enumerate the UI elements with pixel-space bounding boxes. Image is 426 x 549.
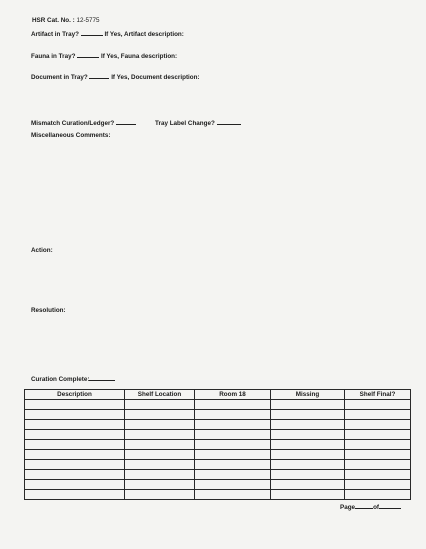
column-header-shelf-final: Shelf Final? [345,390,411,400]
document-question-line [31,72,200,82]
table-cell-missing[interactable] [271,450,345,460]
table-row [25,430,411,440]
table-cell-room-18[interactable] [195,480,271,490]
table-header-row [25,390,411,400]
table-cell-room-18[interactable] [195,490,271,500]
table-cell-description[interactable] [25,430,125,440]
table-row [25,460,411,470]
table-row [25,440,411,450]
table-cell-room-18[interactable] [195,410,271,420]
table-cell-description[interactable] [25,460,125,470]
table-cell-shelf-final[interactable] [345,420,411,430]
table-cell-shelf-location[interactable] [125,460,195,470]
artifact-question-line [31,29,184,39]
table-cell-shelf-final[interactable] [345,470,411,480]
mismatch-label: Mismatch Curation/Ledger? [31,120,115,127]
action-label: Action: [31,247,53,254]
fauna-question-label: Fauna in Tray? [31,53,76,60]
table-cell-description[interactable] [25,410,125,420]
misc-comments-label: Miscellaneous Comments: [31,132,111,139]
of-label: of [373,504,380,511]
curation-complete-blank[interactable] [89,374,115,381]
tray-label-answer-blank[interactable] [217,118,241,125]
table-cell-shelf-location[interactable] [125,440,195,450]
table-cell-room-18[interactable] [195,470,271,480]
fauna-description-label: If Yes, Fauna description: [100,53,178,60]
tray-label-change-label: Tray Label Change? [155,120,215,127]
mismatch-answer-blank[interactable] [116,118,136,125]
table-row [25,400,411,410]
table-cell-missing[interactable] [271,460,345,470]
curation-table [24,389,411,500]
table-cell-description[interactable] [25,400,125,410]
page-number-line [340,502,401,512]
table-cell-shelf-location[interactable] [125,400,195,410]
table-cell-missing[interactable] [271,410,345,420]
table-row [25,470,411,480]
page-total-blank[interactable] [379,502,401,509]
artifact-description-label: If Yes, Artifact description: [104,31,184,38]
table-cell-shelf-location[interactable] [125,430,195,440]
table-cell-missing[interactable] [271,470,345,480]
table-cell-shelf-final[interactable] [345,440,411,450]
catalog-number-label: HSR Cat. No. : [32,17,75,24]
table-cell-shelf-final[interactable] [345,410,411,420]
artifact-question-label: Artifact in Tray? [31,31,79,38]
table-cell-shelf-location[interactable] [125,450,195,460]
artifact-answer-blank[interactable] [81,29,103,36]
table-cell-shelf-final[interactable] [345,400,411,410]
table-cell-shelf-final[interactable] [345,460,411,470]
table-row [25,490,411,500]
table-cell-missing[interactable] [271,490,345,500]
document-description-label: If Yes, Document description: [111,74,200,81]
table-cell-room-18[interactable] [195,430,271,440]
resolution-label: Resolution: [31,307,66,314]
page-number-blank[interactable] [355,502,373,509]
table-cell-room-18[interactable] [195,440,271,450]
table-cell-room-18[interactable] [195,420,271,430]
fauna-answer-blank[interactable] [77,51,99,58]
table-cell-shelf-location[interactable] [125,490,195,500]
table-cell-shelf-final[interactable] [345,450,411,460]
table-cell-room-18[interactable] [195,400,271,410]
table-cell-description[interactable] [25,470,125,480]
table-cell-missing[interactable] [271,480,345,490]
table-cell-shelf-location[interactable] [125,480,195,490]
table-row [25,420,411,430]
table-cell-shelf-final[interactable] [345,430,411,440]
column-header-shelf-location: Shelf Location [125,390,195,400]
table-row [25,480,411,490]
table-cell-description[interactable] [25,480,125,490]
mismatch-line [31,118,136,128]
table-cell-shelf-location[interactable] [125,470,195,480]
table-row [25,450,411,460]
table-cell-missing[interactable] [271,420,345,430]
table-cell-room-18[interactable] [195,450,271,460]
tray-label-line [155,118,241,128]
document-answer-blank[interactable] [89,72,109,79]
column-header-room-18: Room 18 [195,390,271,400]
column-header-missing: Missing [271,390,345,400]
catalog-number-line [32,17,100,25]
curation-complete-label: Curation Complete: [31,376,90,383]
table-cell-shelf-location[interactable] [125,410,195,420]
catalog-number-value: 12-5775 [76,17,100,24]
fauna-question-line [31,51,177,61]
table-cell-shelf-final[interactable] [345,490,411,500]
column-header-description: Description [25,390,125,400]
curation-complete-line [31,374,115,384]
table-cell-missing[interactable] [271,440,345,450]
table-row [25,410,411,420]
page-label: Page [340,504,356,511]
document-question-label: Document in Tray? [31,74,88,81]
table-cell-shelf-location[interactable] [125,420,195,430]
table-cell-description[interactable] [25,420,125,430]
table-cell-description[interactable] [25,440,125,450]
table-cell-description[interactable] [25,450,125,460]
table-body [25,400,411,500]
table-cell-shelf-final[interactable] [345,480,411,490]
table-cell-room-18[interactable] [195,460,271,470]
table-cell-missing[interactable] [271,430,345,440]
table-cell-missing[interactable] [271,400,345,410]
table-cell-description[interactable] [25,490,125,500]
